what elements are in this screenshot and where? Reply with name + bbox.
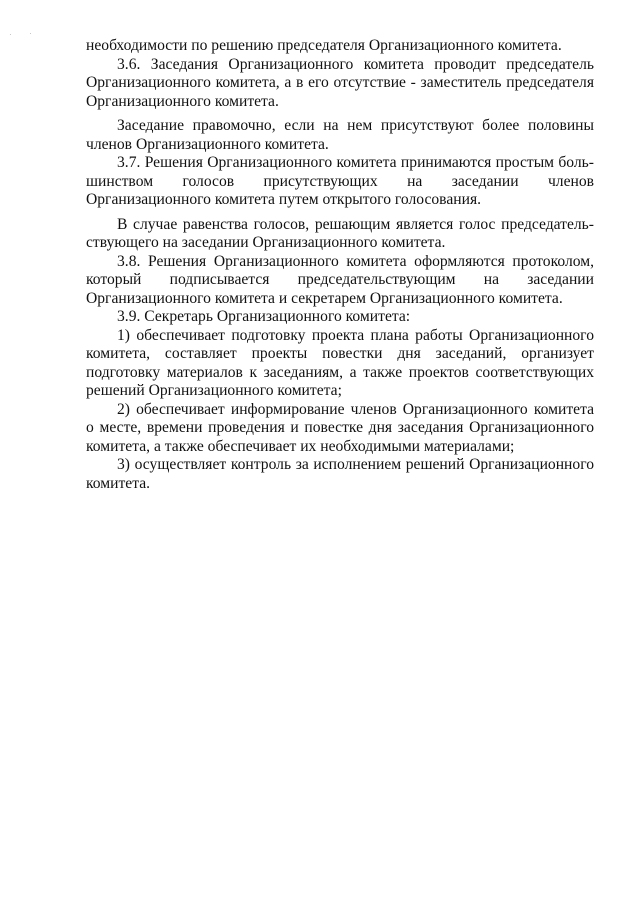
paragraph-3-7: 3.7. Решения Организационного комитета принимаются простым большинством голосов присутствующих на заседании членов Организационного комитета путем открытого голосования. <box>86 154 594 208</box>
scan-speck <box>10 34 11 35</box>
paragraph-3-9-item-2: 2) обеспечивает информирование членов Организационного комитета о месте, времени проведения и повестке дня заседания Организационного комитета, а также обеспечивает их необходимыми материалами; <box>86 400 594 455</box>
paragraph-3-6: 3.6. Заседания Организационного комитета проводит председатель Организационного комитета, а в его отсутствие - заместитель председателя Организационного комитета. <box>86 55 594 110</box>
paragraph-3-9-item-1: 1) обеспечивает подготовку проекта плана работы Организационного комитета, составляет проекты повестки дня заседаний, организует подготовку материалов к заседаниям, а также проектов соответствующих решений Организационного комитета; <box>86 326 594 399</box>
scan-speck <box>30 33 31 34</box>
paragraph-3-8: 3.8. Решения Организационного комитета оформляются протоколом, который подписывается председательствующим на заседании Организационного комитета и секретарем Организационного комитета. <box>86 252 594 307</box>
document-body <box>86 37 594 493</box>
paragraph-3-7-tie: В случае равенства голосов, решающим является голос председательствующего на заседании Организационного комитета. <box>86 215 594 251</box>
paragraph-3-6-quorum: Заседание правомочно, если на нем присутствуют более половины членов Организационного комитета. <box>86 117 594 153</box>
paragraph-continuation: необходимости по решению председателя Организационного комитета. <box>86 37 562 54</box>
paragraph-3-9-item-3: 3) осуществляет контроль за исполнением решений Организационного комитета. <box>86 456 594 492</box>
paragraph-3-9: 3.9. Секретарь Организационного комитета: <box>117 308 411 325</box>
